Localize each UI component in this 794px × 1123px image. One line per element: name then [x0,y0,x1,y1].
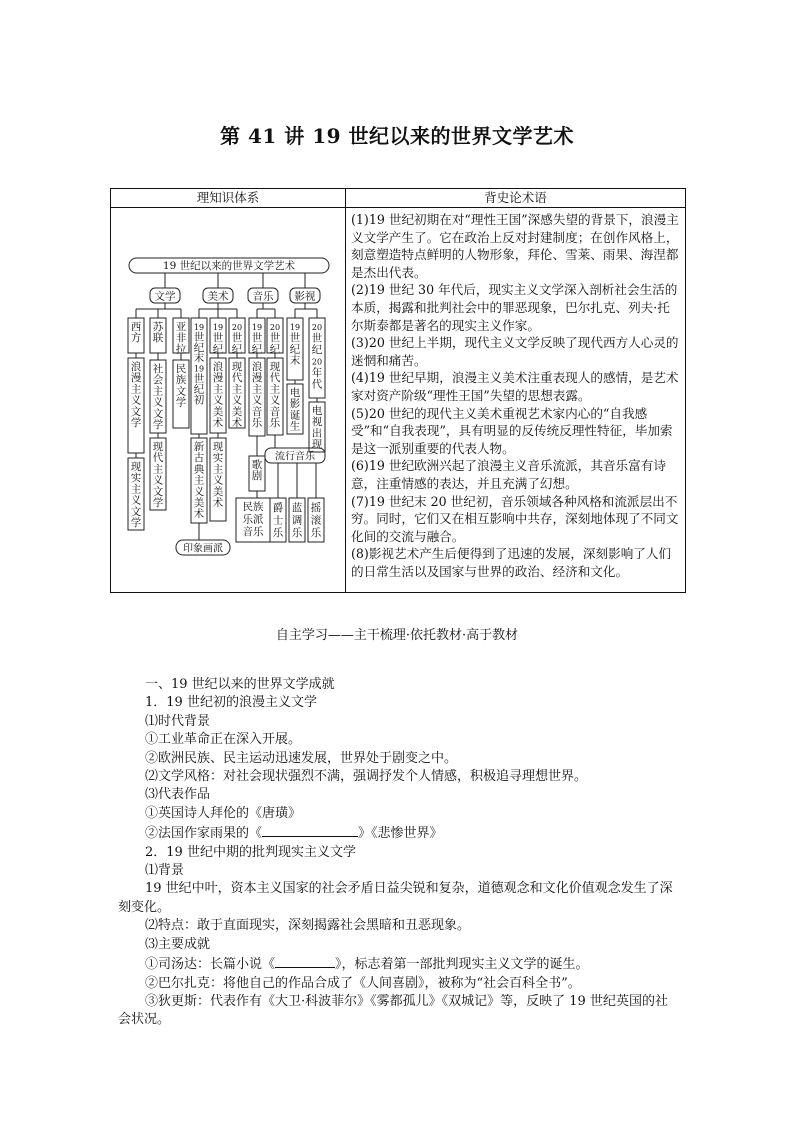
svg-text:现: 现 [311,438,323,451]
svg-text:歌: 歌 [251,459,263,471]
diagram-node-ussr [153,320,164,344]
svg-text:学: 学 [130,417,142,429]
svg-text:古: 古 [193,452,205,465]
svg-text:摇: 摇 [310,502,322,514]
svg-text:主: 主 [212,463,224,476]
svg-text:学: 学 [152,497,164,509]
svg-text:纪: 纪 [311,344,323,356]
svg-text:世: 世 [212,332,224,345]
svg-text:主: 主 [251,383,263,396]
svg-text:文: 文 [175,385,187,398]
diagram-root-label: 19 世纪以来的世界文学艺术 [162,260,296,272]
svg-text:亚: 亚 [175,321,187,333]
diagram-node-art-20c [232,323,243,355]
answer-blank[interactable] [262,823,358,837]
svg-text:音: 音 [269,405,281,418]
svg-text:诞: 诞 [289,409,301,422]
svg-text:纪: 纪 [251,343,263,356]
sub-label: ⑶主要成就 [145,936,211,952]
fill-in-item: ②法国作家雨果的《 》《悲惨世界》 [118,823,678,843]
svg-text:主: 主 [152,463,164,476]
svg-text:义: 义 [152,474,164,487]
point-item: (3)20 世纪上半期，现代主义文学反映了现代西方人心灵的迷惘和痛苦。 [351,335,679,368]
svg-text:浪: 浪 [212,361,224,373]
svg-text:义: 义 [152,396,164,409]
svg-text:现: 现 [212,441,224,453]
svg-text:学: 学 [175,396,187,409]
answer-blank[interactable] [275,954,335,968]
svg-text:浪: 浪 [251,361,263,373]
point-item: (6)19 世纪欧洲兴起了浪漫主义音乐流派，其音乐富有诗意，注重情感的表达，并且充满了幻想。 [351,458,666,491]
svg-text:乐: 乐 [310,527,322,539]
svg-text:现: 现 [130,461,142,473]
svg-text:会: 会 [152,374,164,387]
heading-level-2: 2．19 世纪中期的批判现实主义文学 [145,844,356,860]
diagram-node-opera [252,458,263,482]
svg-text:义: 义 [193,485,205,498]
study-notes [118,676,678,1030]
svg-text:代: 代 [311,378,323,391]
svg-text:纪: 纪 [289,343,301,356]
svg-text:代: 代 [152,452,164,465]
svg-text:现: 现 [269,361,281,373]
svg-text:术: 术 [212,417,224,429]
svg-text:典: 典 [193,463,205,476]
svg-text:文: 文 [130,505,142,518]
svg-text:纪: 纪 [193,341,205,354]
svg-text:20: 20 [231,323,243,332]
diagram-node-art-period-19c [194,323,205,406]
svg-text:纪: 纪 [193,383,205,396]
fill-in-item: ①司汤达：长篇小说《 》，标志着第一部批判现实主义文学的诞生。 [118,954,678,974]
svg-text:民族: 民族 [242,501,264,513]
svg-text:拉: 拉 [175,343,187,356]
svg-text:20: 20 [311,323,323,332]
svg-text:义: 义 [269,394,281,407]
diagram-node-film-1920s [312,323,323,391]
svg-text:初: 初 [193,393,205,406]
svg-text:19: 19 [212,323,224,332]
svg-text:乐: 乐 [251,417,263,429]
heading-level-1: 一、19 世纪以来的世界文学成就 [145,677,335,692]
svg-text:爵: 爵 [272,502,284,514]
svg-text:漫: 漫 [251,372,263,385]
svg-text:音: 音 [251,405,263,418]
sub-label: ⑴时代背景 [145,713,211,729]
page-title: 第 41 讲 19 世纪以来的世界文学艺术 [219,124,574,148]
svg-text:美: 美 [212,485,224,498]
diagram-node-modern-literature [153,441,164,509]
svg-text:世: 世 [231,332,243,345]
svg-text:实: 实 [130,472,142,485]
svg-text:19: 19 [289,323,301,332]
svg-text:末: 末 [193,352,205,365]
svg-text:19: 19 [193,323,205,332]
svg-text:义: 义 [212,394,224,407]
knowledge-diagram-cell [111,208,346,593]
section-heading: 自主学习——主干梳理·依托教材·高于教材 [275,628,519,643]
diagram-node-romantic-art [213,360,224,429]
svg-text:现: 现 [152,441,164,453]
diagram-node-asia-africa-latin [176,321,187,355]
svg-text:美: 美 [193,497,205,509]
point-item: (2)19 世纪 30 年代后，现实主义文学深入剖析社会生活的本质，揭露和批判社会中的罪恶现象，巴尔扎克、列夫·托尔斯泰都是著名的现实主义作家。 [351,282,678,333]
svg-text:方: 方 [130,332,142,345]
svg-text:调: 调 [291,514,303,527]
svg-text:士: 士 [272,514,284,527]
paragraph: ③狄更斯：代表作有《大卫·科波菲尔》《雾都孤儿》《双城记》等，反映了 19 世纪英国的社会状况。 [118,993,668,1028]
svg-text:20: 20 [269,323,281,332]
svg-text:主: 主 [130,383,142,396]
diagram-node-impressionism: 印象画派 [183,543,223,555]
diagram-node-jazz [273,502,284,539]
svg-text:美: 美 [212,405,224,418]
knowledge-diagram [111,208,345,592]
diagram-node-modern-music [270,361,281,429]
sub-label: ⑴背景 [145,863,185,879]
svg-text:漫: 漫 [212,372,224,385]
svg-text:乐: 乐 [272,527,284,539]
diagram-node-tv-appears [312,404,323,451]
diagram-category-literature: 文学 [154,290,176,303]
svg-text:文: 文 [130,405,142,418]
diagram-category-music: 音乐 [252,290,274,303]
diagram-node-pop-music: 流行音乐 [275,451,315,463]
svg-text:乐: 乐 [291,527,303,539]
svg-text:生: 生 [289,420,301,433]
svg-text:义: 义 [231,394,243,407]
svg-text:19: 19 [251,323,263,332]
list-item: ②欧洲民族、民主运动迅速发展，世界处于剧变之中。 [145,750,458,766]
svg-text:世: 世 [269,332,281,345]
list-item: ⑵特点：敢于直面现实，深刻揭露社会黑暗和丑恶现象。 [145,918,471,934]
knowledge-table [110,188,686,593]
diagram-node-music-19c [252,323,263,355]
paragraph: 19 世纪中叶，资本主义国家的社会矛盾日益尖锐和复杂，道德观念和文化价值观念发生了深刻变化。 [118,881,673,915]
svg-text:义: 义 [130,394,142,407]
point-item: (5)20 世纪的现代主义美术重视艺术家内心的“自我感受”和“自我表现”，具有明显的反传统反理性特征，毕加索是这一派别重要的代表人物。 [351,405,673,456]
svg-text:主: 主 [152,385,164,398]
diagram-node-national-school-music [243,500,264,538]
svg-text:末: 末 [289,354,301,367]
svg-text:19: 19 [193,364,205,374]
svg-text:浪: 浪 [130,361,142,373]
svg-text:电: 电 [311,405,323,417]
diagram-node-rock [311,501,322,539]
svg-text:西: 西 [130,321,142,333]
svg-text:世: 世 [251,332,263,345]
svg-text:代: 代 [269,372,281,385]
diagram-node-realist-literature [131,461,142,529]
svg-text:世: 世 [193,331,205,344]
diagram-node-romantic-music [252,360,263,429]
svg-text:漫: 漫 [130,372,142,385]
diagram-category-film: 影视 [294,290,316,303]
svg-text:代: 代 [231,372,243,385]
svg-text:乐派: 乐派 [242,513,264,526]
svg-text:现: 现 [231,361,243,373]
point-item: (8)影视艺术产生后便得到了迅速的发展，深刻影响了人们的日常生活以及国家与世界的政治、经济和文化。 [351,546,672,579]
list-item: ①工业革命正在深入开展。 [145,732,302,748]
svg-text:纪: 纪 [269,343,281,356]
diagram-node-realist-art [213,441,224,509]
diagram-node-national-literature [176,363,187,409]
svg-text:主: 主 [231,383,243,396]
svg-text:义: 义 [212,474,224,487]
svg-text:义: 义 [251,394,263,407]
svg-text:纪: 纪 [231,343,243,356]
heading-level-2: 1．19 世纪初的浪漫主义文学 [145,695,317,711]
svg-text:联: 联 [152,332,164,345]
diagram-node-art-19c [213,323,224,355]
points-cell [346,208,686,593]
svg-text:术: 术 [212,497,224,509]
svg-text:视: 视 [311,416,323,429]
svg-text:民: 民 [175,363,187,375]
sub-label: ⑶代表作品 [145,787,211,803]
svg-text:蓝: 蓝 [291,502,303,514]
diagram-category-art: 美术 [207,290,229,303]
svg-text:文: 文 [152,407,164,420]
svg-text:学: 学 [130,517,142,529]
point-item: (1)19 世纪初期在对“理性王国”深感失望的背景下，浪漫主义文学产生了。它在政治上反对封建制度；在创作风格上，刻意塑造特点鲜明的人物形象，拜伦、雪莱、雨果、海涅都是杰出代表。 [351,212,679,280]
point-item: (7)19 世纪末 20 世纪初，音乐领域各种风格和流派层出不穷。同时，它们又在相互影响中共存，深刻地体现了不同文化间的交流与融合。 [351,493,679,544]
diagram-node-modern-art [232,361,243,429]
diagram-node-socialist-literature [153,362,164,431]
list-item: ②巴尔扎克：将他自己的作品合成了《人间喜剧》，被称为“社会百科全书”。 [145,975,581,991]
svg-text:族: 族 [175,374,187,387]
diagram-node-romantic-literature [131,360,142,429]
svg-text:年: 年 [311,367,323,379]
svg-text:义: 义 [130,494,142,507]
svg-text:滚: 滚 [310,514,322,527]
svg-text:出: 出 [311,427,323,440]
svg-text:文: 文 [152,485,164,498]
svg-text:世: 世 [311,332,323,345]
svg-text:主: 主 [269,383,281,396]
list-item: ⑵文学风格：对社会现状强烈不满，强调抒发个人情感，积极追寻理想世界。 [145,769,588,785]
svg-text:主: 主 [193,474,205,487]
diagram-node-music-20c [270,323,281,355]
svg-text:实: 实 [212,452,224,465]
svg-text:新: 新 [193,441,205,453]
svg-text:世: 世 [289,332,301,345]
point-item: (4)19 世纪早期，浪漫主义美术注重表现人的感情，是艺术家对资产阶级“理性王国”失望的思想表露。 [351,370,679,403]
table-header-right: 背史论术语 [346,189,686,208]
svg-text:乐: 乐 [269,417,281,429]
svg-text:学: 学 [152,419,164,431]
svg-text:主: 主 [212,383,224,396]
table-header-left: 理知识体系 [111,189,346,208]
svg-text:剧: 剧 [251,470,263,483]
svg-text:纪: 纪 [212,343,224,356]
svg-text:美: 美 [231,405,243,418]
diagram-node-neoclassical-art [194,441,205,520]
diagram-node-film-19c-end [290,323,301,367]
svg-text:苏: 苏 [152,321,164,333]
svg-text:主: 主 [130,483,142,496]
svg-text:世: 世 [193,373,205,385]
svg-text:电: 电 [289,387,301,399]
diagram-node-west [131,321,142,344]
svg-text:20: 20 [311,357,323,367]
diagram-node-blues [292,501,303,539]
list-item: ①英国诗人拜伦的《唐璜》 [145,805,302,821]
svg-text:社: 社 [152,363,164,375]
svg-text:音乐: 音乐 [242,526,264,538]
svg-text:术: 术 [231,417,243,429]
svg-text:术: 术 [193,508,205,521]
diagram-node-film-birth [290,386,301,433]
svg-text:影: 影 [289,398,301,411]
svg-text:非: 非 [175,332,187,345]
